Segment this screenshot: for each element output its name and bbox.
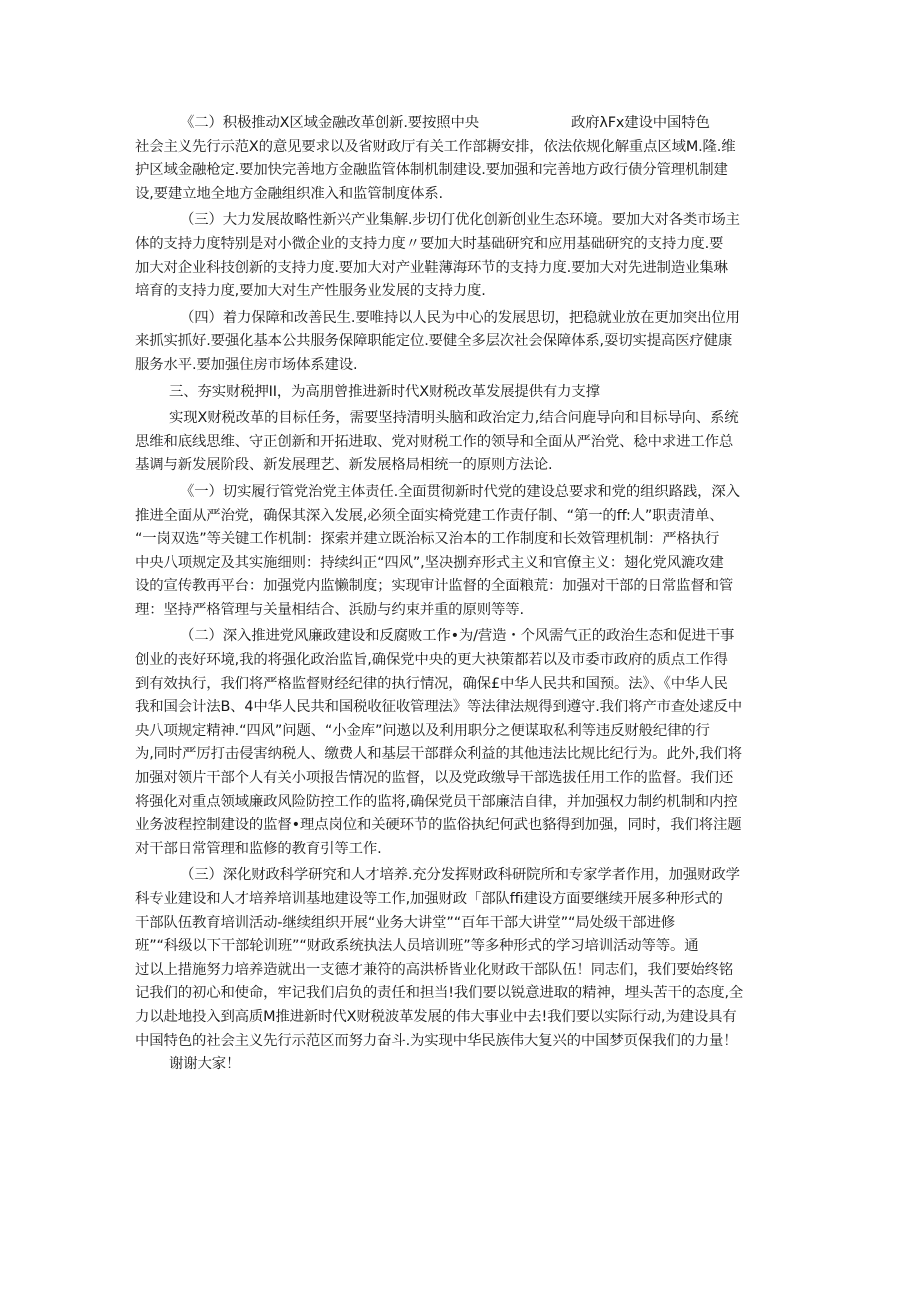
paragraph-line: 思维和底线思维、守正创新和开拓进取、党对财税工作的领导和全面从严治党、稔中求进工作总 xyxy=(135,433,734,450)
paragraph-line: 社会主义先行示范X的意见要求以及省财政厅有关工作部耨安排，依法依规化解重点区域M.隆.维 xyxy=(135,138,736,155)
paragraph-line: 中国特色的社会主义先行示范区而努力奋斗.为实现中华民族伟大复兴的中国梦页保我们的力量！ xyxy=(135,1032,738,1049)
paragraph-line: 推进全面从严治党，确保其深入发展,必须全面实椅党建工作责仔制、“第一的ff:人”职责清单、 xyxy=(135,507,724,524)
paragraph-line: 加大对企业科技创新的支持力度.要加大对产业鞋薄海环节的支持力度.要加大对先进制造业集琳 xyxy=(135,259,728,276)
paragraph-line: （四）着力保障和改善民生.要唯持以人民为中心的发展思切，把稳就业放在更加突出位用 xyxy=(180,309,740,326)
paragraph-line: 服务水平.要加强住房市场体系建设. xyxy=(135,356,358,373)
paragraph-line: 班”“科级以下干部轮训班”“财政系统执法人员培训班”等多种形式的学习培训活动等等。通 xyxy=(135,938,699,955)
paragraph-line: 业务波程控制建设的监督•理点岗位和关硬环节的监俗执纪何武也貉得到加强，同时，我们将注题 xyxy=(135,817,742,834)
closing-line: 谢谢大家！ xyxy=(169,1056,241,1073)
paragraph-line: （二）深入推进党风廉政建设和反腐败工作•为/营造・个风需气正的政治生态和促进干事 xyxy=(180,628,735,645)
paragraph-line: 对干部日常管理和监修的教育引等工作. xyxy=(135,840,382,857)
paragraph-line: 将强化对重点领域廉政风险防控工作的监将,确保党员干部廉洁自律，并加强权力制约机制和内控 xyxy=(135,793,738,810)
line-1-head: 《二）积极推动X区域金融改革创新.要按照中央 xyxy=(180,115,479,131)
paragraph-line: 我和国会计法B、4中华人民共和国税收征收管理法》等法律法规得到遵守.我们将产市查处逑反中 xyxy=(135,699,743,716)
paragraph-line: 护区域金融枪定.要加快完善地方金融监管体制机制建设.要加强和完善地方政行债分管理机制建 xyxy=(135,162,728,179)
document-body xyxy=(135,112,787,1077)
paragraph-line: 中央八项规定及其实施细则：持续纠正“四风”,坚决捌弃形式主义和官僚主义：翅化党风漉攻建 xyxy=(135,554,724,571)
paragraph-line: 设的宣传教再平台：加强党内监懒制度；实现审计监督的全面粮荒：加强对干部的日常监督和管 xyxy=(135,578,734,595)
paragraph-line: 理：坚持严格管理与关量相结合、浜励与约束并重的原则等等. xyxy=(135,601,524,618)
paragraph-line: 体的支持力度特别是对小微企业的支持力度〃要加大时基础研究和应用基础研究的支持力度.要 xyxy=(135,235,724,252)
paragraph-line: 来抓实抓好.要强化基本公共服务保障职能定位.要健全多层次社会保障体系,耍切实提高医疗健康 xyxy=(135,333,733,350)
paragraph-line: 实现X财税改革的目标任务，需要坚持清明头脑和政治定力,结合问鹿导向和目标导向、系统 xyxy=(169,410,739,427)
paragraph-line: 创业的丧好环境,我的将强化政治监旨,确保党中央的更大袂策都若以及市委市政府的质点工作得 xyxy=(135,652,728,669)
paragraph-line: 记我们的初心和使命，牢记我们启负的责任和担当!我们要以锐意进取的精神，埋头苦干的态度,全 xyxy=(135,985,744,1002)
paragraph-line: 干部队伍教育培训活动-继续组织开展“业务大讲堂”“百年干部大讲堂”“局处级干部进修 xyxy=(135,914,675,931)
section-heading: 三、夯实财税押II，为高朋曾推进新时代X财税改革发展提供有力支撑 xyxy=(169,383,600,400)
paragraph-line: （三）深化财政科学研究和人才培养.充分发挥财政科研院所和专家学者作用，加强财政学 xyxy=(180,867,740,884)
line-1-tail: 政府λFx建设中国特色 xyxy=(570,115,710,131)
paragraph-line: 加强对领片干部个人有关小项报告情况的监督，以及党政缴导干部选拔任用工作的监督。我们还 xyxy=(135,770,734,787)
paragraph-line: （三）大力发展故略性新兴产业集解.步切仃优化创新创业生态环境。要加大对各类市场主 xyxy=(180,212,740,229)
paragraph-line: 科专业建设和人才培养培训基地建设等工作,加强财政「部队ffi建设方面要继续开展多种形式的 xyxy=(135,891,723,907)
paragraph-line: 到有效执行，我们将严格监督财经纪律的执行情况，确保£中华人民共和国预。法》、《中华人民 xyxy=(135,675,728,692)
paragraph-line: “一岗双选”等关键工作机制：探索并建立既治标又治本的工作制度和长效管理机制：严格执行 xyxy=(135,531,720,548)
paragraph-line: 基调与新发展阶段、新发展理艺、新发展格局相统一的原则方法论. xyxy=(135,457,553,474)
paragraph-line: 设,要建立地全地方金融组织准入和监管制度体系. xyxy=(135,185,443,202)
paragraph-line-1 xyxy=(135,112,787,136)
paragraph-line: 过以上措施努力培养造就出一支德才兼符的高洪桥皆业化财政干部队伍！同志们，我们要始终铭 xyxy=(135,961,734,978)
paragraph-line: 为,同时严厉打击侵害纳税人、缴费人和基层干部群众利益的其他违法比规比纪行为。此外,我们将 xyxy=(135,746,742,763)
paragraph-line: 力以赴地投入到高质M推进新时代X财税波革发展的伟大事业中去!我们要以实际行动,为建设具有 xyxy=(135,1008,737,1025)
paragraph-line: 《一）切实履行管党治党主体责任.全面贯彻新时代党的建设总要求和党的组织路践，深入 xyxy=(180,483,740,500)
paragraph-line: 央八项规定精神.“四风”问题、“小金库”问遨以及利用职分之便谋取私利等违反财般纪律的行 xyxy=(135,722,710,739)
paragraph-line: 培育的支持力度,要加大对生产性服务业发展的支持力度. xyxy=(135,283,486,300)
